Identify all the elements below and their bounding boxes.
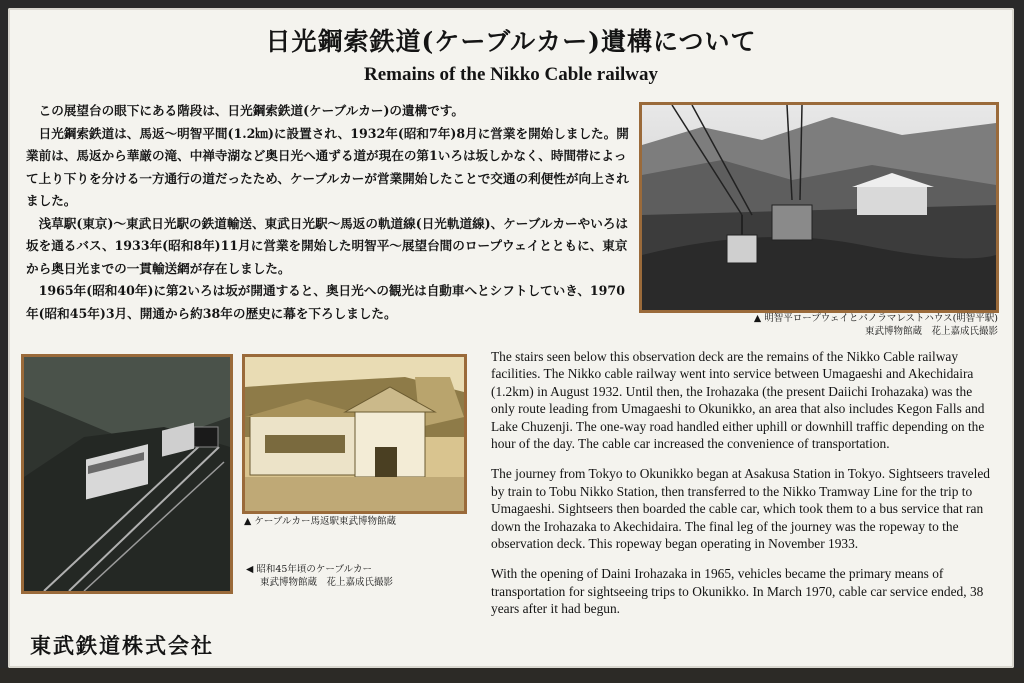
japanese-body <box>26 100 632 325</box>
ja-paragraph: 浅草駅(東京)〜東武日光駅の鉄道輸送、東武日光駅〜馬返の軌道線(日光軌道線)、ケーブルカーやいろは坂を通るバス、1933年(昭和8年)11月に営業を開始した明智平〜展望台間のロープウェイとともに、東京から奥日光までの一貫輸送網が存在しました。 <box>26 215 629 276</box>
cable-car-photo <box>21 354 233 594</box>
cable-car-caption-line: ◀ 昭和45年頃のケーブルカー <box>246 564 373 575</box>
ropeway-caption-line: ▲ 明智平ロープウェイとパノラマレストハウス(明智平駅) <box>753 313 998 324</box>
station-photo <box>242 354 467 514</box>
ropeway-photo <box>639 102 999 313</box>
station-caption: ▲ ケーブルカー馬返駅東武博物館蔵 <box>244 516 396 527</box>
cable-car-caption <box>246 563 476 589</box>
company-name: 東武鉄道株式会社 <box>30 633 214 658</box>
ground-strip <box>0 668 1024 683</box>
information-sign <box>8 8 1014 668</box>
en-paragraph: The stairs seen below this observation deck are the remains of the Nikko Cable railway facilities. The Nikko cable railway went into service between Umagaeshi and Akechidaira (1.2km) in August 1932. Until then, the Irohazaka (the present Daiichi Irohazaka) was the only route leading from Umagaeshi to Okunikko, an area that also includes Kegon Falls and Lake Chuzenji. The one-way road handled either uphill or downhill traffic depending on the hour of the day. The cable car increased the convenience of transportation. <box>491 349 985 452</box>
en-paragraph: With the opening of Daini Irohazaka in 1965, vehicles became the primary means of transportation for sightseeing trips to Okunikko. In March 1970, cable car service ended, 38 years after it had begun. <box>491 566 984 617</box>
ja-paragraph: この展望台の眼下にある階段は、日光鋼索鉄道(ケーブルカー)の遺構です。 <box>38 103 464 118</box>
en-paragraph: The journey from Tokyo to Okunikko began at Asakusa Station in Tokyo. Sightseers traveled by train to Tobu Nikko Station, then transferred to the Nikko Tramway Line for the trip to Umagaeshi. Sightseers then boarded the cable car, which took them to a bus service that ran down the Irohazaka to Akechidaira. The final leg of the journey was the ropeway to the observation deck. This ropeway began operating in November 1933. <box>491 466 990 552</box>
title-japanese: 日光鋼索鉄道(ケーブルカー)遺構について <box>265 27 757 56</box>
ja-paragraph: 日光鋼索鉄道は、馬返〜明智平間(1.2㎞)に設置され、1932年(昭和7年)8月に営業を開始しました。開業前は、馬返から華厳の滝、中禅寺湖など奥日光へ通ずる道が現在の第1いろは坂しかなく、時間帯によって上り下りを分ける一方通行の道だったため、ケーブルカーが営業開始したことで交通の利便性が向上されました。 <box>26 125 629 208</box>
ja-paragraph: 1965年(昭和40年)に第2いろは坂が開通すると、奥日光への観光は自動車へとシフトしていき、1970年(昭和45年)3月、開通から約38年の歴史に幕を下ろしました。 <box>26 283 625 321</box>
english-body <box>491 348 999 631</box>
cable-car-caption-line: 東武博物館蔵 花上嘉成氏撮影 <box>260 577 394 588</box>
ropeway-caption-line: 東武博物館蔵 花上嘉成氏撮影 <box>864 326 998 337</box>
title-english: Remains of the Nikko Cable railway <box>364 64 658 85</box>
ropeway-caption <box>648 312 998 338</box>
